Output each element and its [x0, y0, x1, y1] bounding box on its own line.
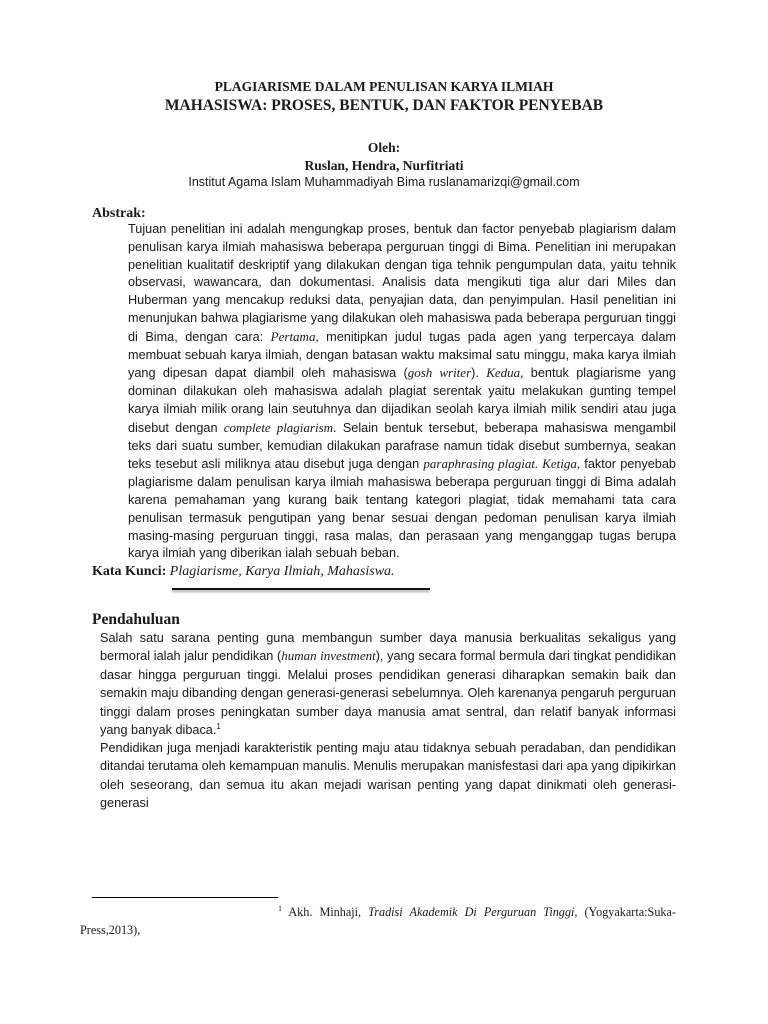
abstract-emphasis: gosh writer: [407, 365, 472, 381]
paragraph-text: ), yang secara formal bermula dari tingkat pendidikan dasar hingga perguruan tinggi. Melalui proses pendidikan generasi diharapkan semakin baik dan semakin maju dibanding dengan generasi-generasi sebelumnya. Oleh karenanya pengaruh perguruan tinggi dalam proses peningkatan sumber daya manusia amat sentral, dan relatif banyak informasi yang banyak dibaca.: [100, 649, 676, 738]
abstract-text: bentuk plagiarisme yang dominan dilakukan oleh mahasiswa adalah plagiat serentak yaitu melakukan gunting tempel karya ilmiah milik orang lain seutuhnya dan dijadikan seolah karya ilmiah milik sendiri atau juga disebut dengan: [128, 366, 676, 435]
footnote-author: Akh. Minhaji,: [282, 905, 369, 919]
footnote-reference[interactable]: 1: [216, 721, 221, 731]
abstract-emphasis: Pertama,: [270, 328, 319, 344]
abstract-text: . Selain bentuk tersebut, beberapa mahasiswa mengambil teks dari suatu sumber, kemudian dilakukan parafrase namun tidak disebut sumbernya, seakan teks tesebut asli miliknya atau disebut juga dengan: [128, 420, 676, 472]
abstract-emphasis: paraphrasing plagiat. Ketiga,: [423, 456, 581, 472]
abstract-text: faktor penyebab plagiarisme dalam penulisan karya ilmiah mahasiswa beberapa perguruan tinggi di Bima adalah karena pemahaman yang kurang baik tentang kategori plagiat, tidak memahami tata cara penulisan termasuk pengutipan yang benar sesuai dengan pedoman penulisan karya ilmiah masing-masing perguruan tinggi, rasa malas, dan perasaan yang menganggap tugas berupa karya ilmiah yang diberikan ialah sebuah beban.: [128, 457, 676, 561]
abstract-text: Tujuan penelitian ini adalah mengungkap proses, bentuk dan factor penyebab plagiarism dalam penulisan karya ilmiah mahasiswa beberapa perguruan tinggi di Bima. Penelitian ini merupakan penelitian kualitatif deskriptif yang dilakukan dengan tiga tehnik pengumpulan data, yaitu tehnik observasi, wawancara, dan dokumentasi. Analisis data mengikuti tiga alur dari Miles dan Huberman yang mencakup reduksi data, penyajian data, dan penyimpulan. Hasil penelitian ini menunjukan bahwa plagiarisme yang dilakukan oleh mahasiswa pada beberapa perguruan tinggi di Bima, dengan cara:: [128, 222, 676, 344]
footnote-title: Tradisi Akademik Di Perguruan Tinggi: [368, 905, 575, 919]
abstract-emphasis: complete plagiarism: [223, 419, 334, 435]
section-heading: Pendahuluan: [92, 611, 180, 628]
title-line-1: PLAGIARISME DALAM PENULISAN KARYA ILMIAH: [214, 79, 554, 94]
paragraph-emphasis: human investment: [281, 648, 376, 664]
affiliation: Institut Agama Islam Muhammadiyah Bima ruslanamarizqi@gmail.com: [188, 175, 580, 189]
keywords-value: Plagiarisme, Karya Ilmiah, Mahasiswa.: [169, 564, 395, 579]
footnote: [80, 903, 676, 939]
keywords-divider: [172, 588, 430, 590]
abstract-label: Abstrak:: [92, 206, 146, 221]
intro-paragraph-2: Pendidikan juga menjadi karakteristik penting maju atau tidaknya sebuah peradaban, dan pendidikan ditandai terutama oleh kemampuan manulis. Menulis merupakan manisfestasi dari apa yang dipikirkan oleh seseorang, dan semua itu akan mejadi warisan penting yang dapat dinikmati oleh generasi-generasi: [100, 741, 676, 811]
footnote-mark: 1: [278, 903, 282, 913]
intro-paragraph-1: [100, 629, 676, 739]
abstract-body: [128, 221, 676, 563]
abstract-text: ).: [471, 366, 487, 381]
by-label: Oleh:: [367, 140, 401, 155]
keywords: [92, 564, 395, 580]
paragraph-text: Salah satu sarana penting guna membangun sumber daya manusia berkualitas sekaligus yang bermoral ialah jalur pendidikan (: [100, 631, 676, 664]
footnote-divider: [92, 897, 278, 898]
abstract-text: menitipkan judul tugas pada agen yang terpercaya dalam membuat sebuah karya ilmiah, dengan batasan waktu maksimal satu minggu, maka karya ilmiah yang dipesan dapat diambil oleh mahasiswa (: [128, 329, 676, 381]
title-line-2: MAHASISWA: PROSES, BENTUK, DAN FAKTOR PENYEBAB: [164, 97, 604, 114]
footnote-publisher: , (Yogyakarta:Suka-Press,2013),: [80, 905, 676, 937]
keywords-label: Kata Kunci:: [92, 564, 167, 579]
abstract-emphasis: Kedua,: [486, 365, 524, 381]
authors: Ruslan, Hendra, Nurfitriati: [304, 158, 464, 173]
